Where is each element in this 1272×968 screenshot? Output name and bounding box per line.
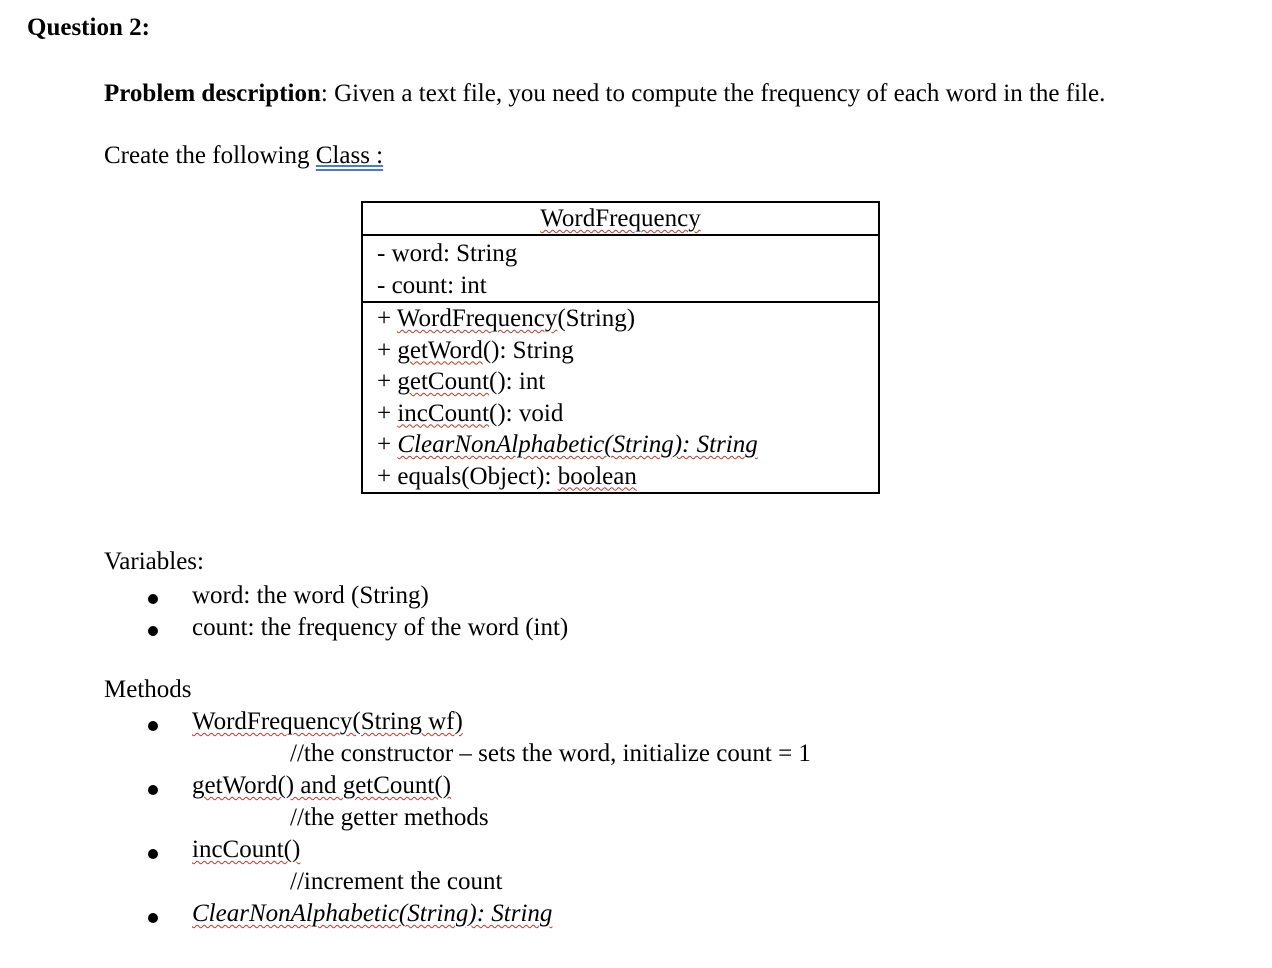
uml-method-constructor [377, 303, 878, 335]
bullet-icon [148, 913, 158, 923]
uml-class-name [363, 203, 878, 236]
uml-method-suffix: (): void [489, 399, 564, 427]
class-link[interactable]: Class : [315, 142, 384, 169]
uml-method-prefix: + equals(Object): [377, 462, 558, 490]
uml-method-prefix: + [377, 399, 398, 427]
uml-method-name: getWord [397, 336, 483, 364]
uml-method-name: boolean [557, 462, 637, 490]
uml-attribute-count: - count: int [377, 271, 487, 299]
question-heading: Question 2: [27, 14, 150, 41]
uml-attributes [363, 236, 878, 303]
method-getters-comment: //the getter methods [290, 804, 489, 831]
uml-method-prefix: + [377, 305, 397, 332]
uml-method-suffix: (): int [489, 368, 546, 395]
uml-method-clearnonalphabetic [377, 429, 878, 461]
variable-word: word: the word (String) [192, 582, 429, 609]
method-inccount-title [192, 836, 300, 864]
method-title-text: ClearNonAlphabetic(String): String [192, 900, 553, 927]
uml-method-prefix: + [377, 431, 398, 458]
problem-description [104, 80, 1105, 108]
uml-method-getword [377, 335, 878, 367]
bullet-icon [148, 594, 158, 604]
uml-method-name: getCount [397, 368, 490, 395]
uml-method-name: WordFrequency [396, 305, 558, 332]
problem-label: Problem description [104, 80, 321, 107]
method-constructor-comment: //the constructor – sets the word, initialize count = 1 [290, 740, 811, 767]
uml-attribute-word: - word: String [377, 240, 518, 267]
method-title-text: WordFrequency(String wf) [192, 708, 463, 735]
uml-class-diagram [361, 201, 880, 494]
uml-method-suffix: (): String [482, 336, 574, 364]
method-constructor-title [192, 708, 463, 736]
uml-method-suffix: (String) [557, 305, 636, 332]
create-class-line [104, 142, 383, 170]
uml-method-inccount [377, 398, 878, 430]
uml-method-prefix: + [377, 336, 398, 364]
uml-method-equals [377, 461, 878, 493]
uml-method-getcount [377, 366, 878, 398]
uml-method-prefix: + [377, 368, 398, 395]
uml-class-name-text: WordFrequency [540, 205, 701, 232]
variable-count: count: the frequency of the word (int) [192, 614, 569, 641]
method-title-text: incCount() [192, 836, 301, 863]
method-inccount-comment: //increment the count [290, 868, 503, 895]
methods-label: Methods [104, 676, 192, 703]
method-getters-title [192, 772, 451, 800]
problem-text: : Given a text file, you need to compute the frequency of each word in the file. [320, 80, 1106, 107]
bullet-icon [148, 785, 158, 795]
method-clearnonalphabetic-title [192, 900, 552, 928]
create-text: Create the following [104, 142, 316, 169]
uml-method-name: ClearNonAlphabetic(String): String [397, 431, 758, 458]
variables-label: Variables: [104, 548, 204, 575]
bullet-icon [148, 626, 158, 636]
bullet-icon [148, 849, 158, 859]
uml-methods [363, 303, 878, 492]
method-title-text: getWord() and getCount() [192, 772, 452, 799]
bullet-icon [148, 721, 158, 731]
uml-method-name: incCount [397, 399, 490, 427]
